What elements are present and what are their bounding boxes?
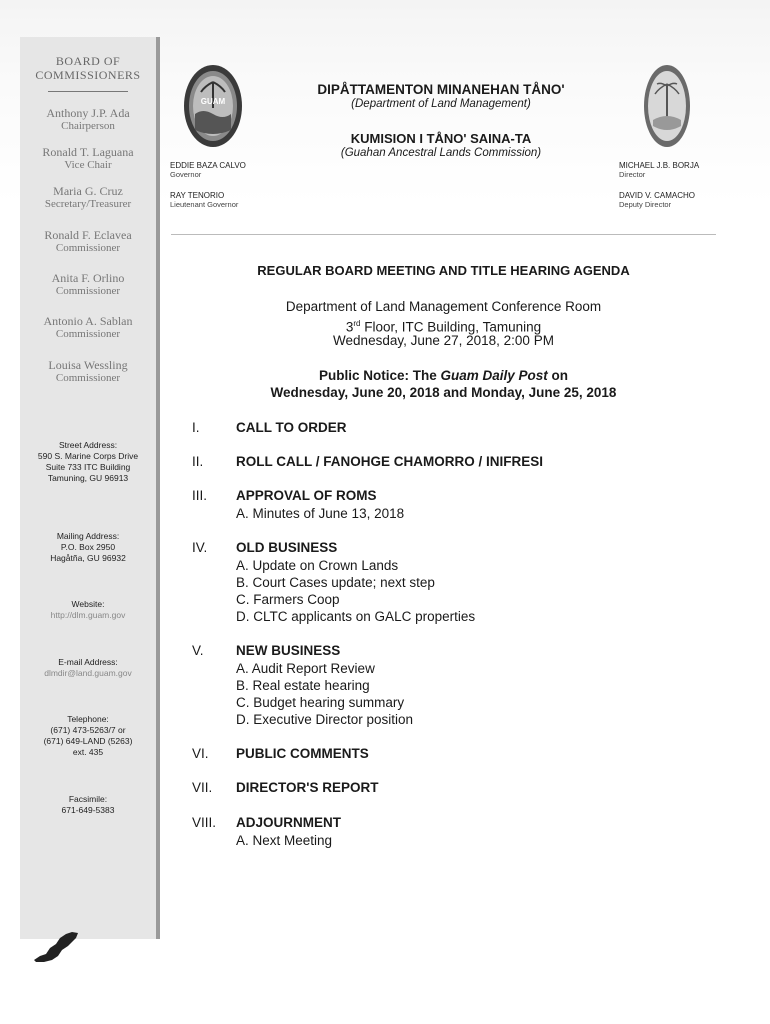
governor xyxy=(170,161,246,179)
member-role: Commissioner xyxy=(55,242,121,254)
member-ada xyxy=(20,107,156,133)
agenda-subitem: D. CLTC applicants on GALC properties xyxy=(236,609,476,624)
street-address-line: Suite 733 ITC Building xyxy=(45,462,131,472)
agenda-item-number: II. xyxy=(192,454,204,469)
commission-english: (Guahan Ancestral Lands Commission) xyxy=(340,147,542,159)
agenda-item-title: OLD BUSINESS xyxy=(236,540,338,555)
venue-floor-number: 3 xyxy=(345,319,354,335)
venue-line-1: Department of Land Management Conference Room xyxy=(285,299,602,314)
facsimile-number: 671-649-5383 xyxy=(61,805,115,815)
agenda-item-title: DIRECTOR'S REPORT xyxy=(236,780,379,795)
agenda-item-title: APPROVAL OF ROMS xyxy=(236,488,377,503)
director xyxy=(619,161,699,179)
telephone-line: ext. 435 xyxy=(72,747,104,757)
venue-floor-suffix: rd xyxy=(353,319,361,328)
board-sidebar xyxy=(20,37,160,939)
member-name: Louisa Wessling xyxy=(48,358,128,372)
lt-governor xyxy=(170,191,238,209)
member-wessling xyxy=(20,359,156,385)
department-english: (Department of Land Management) xyxy=(351,98,531,110)
agenda-item-number: VIII. xyxy=(192,815,217,830)
agenda-subitem: A. Update on Crown Lands xyxy=(236,558,399,573)
telephone-line: (671) 473-5263/7 or xyxy=(50,725,126,735)
member-name: Antonio A. Sablan xyxy=(43,314,133,328)
member-laguana xyxy=(20,146,156,172)
sidebar-title-line1: BOARD OF xyxy=(55,54,121,68)
venue-floor-rest: Floor, ITC Building, Tamuning xyxy=(360,319,542,335)
member-role: Commissioner xyxy=(55,285,121,297)
department-name: DIPÅTTAMENTON MINANEHAN TÅNO' xyxy=(317,82,565,97)
agenda-subitem: A. Audit Report Review xyxy=(236,661,375,676)
mailing-address-label: Mailing Address: xyxy=(56,531,120,541)
agenda-item-number: VI. xyxy=(192,746,209,761)
agenda-item-title: ROLL CALL / FANOHGE CHAMORRO / INIFRESI xyxy=(236,454,544,469)
member-role: Chairperson xyxy=(61,120,115,132)
sidebar-title-line2: COMMISSIONERS xyxy=(35,68,141,82)
mailing-address-line: P.O. Box 2950 xyxy=(60,542,116,552)
lt-governor-name: RAY TENORIO xyxy=(170,191,225,200)
agenda-subitem: D. Executive Director position xyxy=(236,712,414,727)
public-notice-line-2: Wednesday, June 20, 2018 and Monday, June 25, 2018 xyxy=(270,385,617,400)
agenda-item-number: III. xyxy=(192,488,208,503)
header-divider xyxy=(171,234,716,235)
mailing-address-line: Hagåtña, GU 96932 xyxy=(50,553,126,563)
website-link[interactable]: http://dlm.guam.gov xyxy=(50,610,126,620)
member-role: Vice Chair xyxy=(64,159,112,171)
agenda-item-number: V. xyxy=(192,643,204,658)
member-role: Secretary/Treasurer xyxy=(44,198,132,210)
agenda-subitem: C. Farmers Coop xyxy=(236,592,340,607)
agenda-subitem: B. Real estate hearing xyxy=(236,678,370,693)
member-name: Anthony J.P. Ada xyxy=(46,106,130,120)
agenda-item-title: NEW BUSINESS xyxy=(236,643,341,658)
agenda-item-number: I. xyxy=(192,420,200,435)
lt-governor-title: Lieutenant Governor xyxy=(170,200,239,209)
facsimile-label: Facsimile: xyxy=(68,794,108,804)
mailing-address xyxy=(20,531,156,564)
street-address-label: Street Address: xyxy=(58,440,118,450)
governor-title: Governor xyxy=(170,170,202,179)
agenda-item-title: ADJOURNMENT xyxy=(236,815,342,830)
member-sablan xyxy=(20,315,156,341)
public-notice-line-1 xyxy=(171,367,716,384)
website-label: Website: xyxy=(71,599,105,609)
street-address-line: Tamuning, GU 96913 xyxy=(47,473,129,483)
deputy-director xyxy=(619,191,695,209)
notice-newspaper: Guam Daily Post xyxy=(440,368,548,383)
telephone xyxy=(20,714,156,758)
telephone-label: Telephone: xyxy=(67,714,109,724)
guam-island-icon xyxy=(32,930,82,964)
commission-name: KUMISION I TÅNO' SAINA-TA xyxy=(350,131,532,146)
venue-line-3: Wednesday, June 27, 2018, 2:00 PM xyxy=(333,333,554,348)
sidebar-divider xyxy=(48,91,128,92)
seal-label: GUAM xyxy=(200,97,226,106)
member-name: Ronald T. Laguana xyxy=(42,145,134,159)
governor-name: EDDIE BAZA CALVO xyxy=(170,161,246,170)
agenda-item-number: VII. xyxy=(192,780,213,795)
notice-prefix: Public Notice: The xyxy=(318,368,441,383)
facsimile xyxy=(20,794,156,816)
website xyxy=(20,599,156,621)
member-cruz xyxy=(20,185,156,211)
email-link[interactable]: dlmdir@land.guam.gov xyxy=(44,668,132,678)
director-title: Director xyxy=(619,170,646,179)
agenda-item-number: IV. xyxy=(192,540,208,555)
agenda-title: REGULAR BOARD MEETING AND TITLE HEARING AGENDA xyxy=(257,263,630,278)
agenda-subitem: A. Minutes of June 13, 2018 xyxy=(236,506,405,521)
deputy-director-name: DAVID V. CAMACHO xyxy=(619,191,696,200)
street-address xyxy=(20,440,156,484)
director-name: MICHAEL J.B. BORJA xyxy=(619,161,700,170)
notice-suffix: on xyxy=(547,368,569,383)
email xyxy=(20,657,156,679)
member-name: Maria G. Cruz xyxy=(53,184,123,198)
member-orlino xyxy=(20,272,156,298)
member-name: Anita F. Orlino xyxy=(51,271,125,285)
member-name: Ronald F. Eclavea xyxy=(44,228,132,242)
agenda-item-title: PUBLIC COMMENTS xyxy=(236,746,369,761)
email-label: E-mail Address: xyxy=(58,657,118,667)
member-eclavea xyxy=(20,229,156,255)
telephone-line: (671) 649-LAND (5263) xyxy=(43,736,133,746)
street-address-line: 590 S. Marine Corps Drive xyxy=(37,451,139,461)
agenda-subitem: A. Next Meeting xyxy=(236,833,333,848)
agenda-item-title: CALL TO ORDER xyxy=(236,420,347,435)
agenda-subitem: B. Court Cases update; next step xyxy=(236,575,435,590)
agenda-subitem: C. Budget hearing summary xyxy=(236,695,405,710)
member-role: Commissioner xyxy=(55,328,121,340)
member-role: Commissioner xyxy=(55,372,121,384)
deputy-director-title: Deputy Director xyxy=(619,200,672,209)
